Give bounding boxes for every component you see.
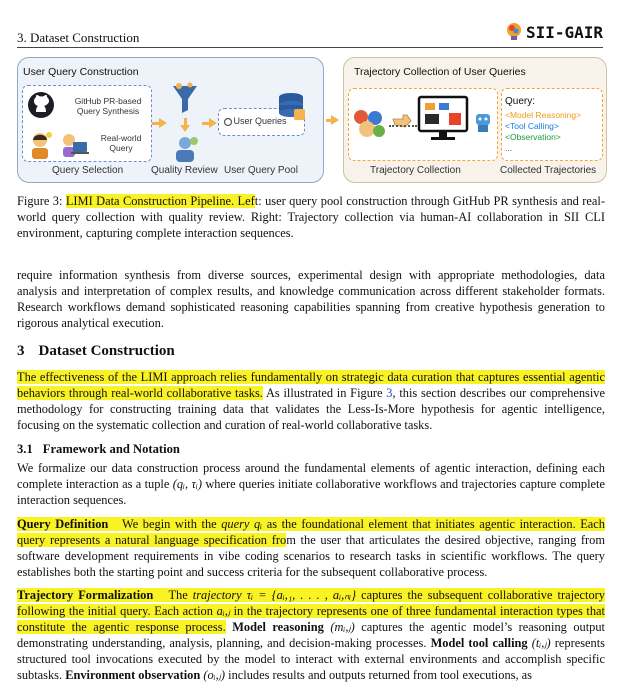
query-source-box bbox=[22, 85, 152, 162]
caption-query-selection: Query Selection bbox=[52, 165, 124, 176]
figure-ref-link[interactable]: 3 bbox=[386, 385, 393, 400]
subsection-paragraph: We formalize our data construction process around the fundamental elements of agentic interaction, defining each complete interaction as a tuple (qᵢ, τᵢ) where queries initiate collaborative workflows and trajectories capture complete interaction sequences. bbox=[17, 461, 605, 507]
header-rule bbox=[17, 47, 603, 48]
running-head: 3. Dataset Construction bbox=[17, 30, 140, 45]
section-heading: 3 Dataset Construction bbox=[17, 343, 175, 359]
trajectory-paragraph: Trajectory Formalization The trajectory τᵢ = {aᵢ,₁, . . . , aᵢ,ₙᵢ} captures the subsequent collaborative trajectory following the initial query. Each action aᵢ,ⱼ in the trajectory represents one of three fundamental interaction types that constitute the agentic response process. Model reasoning (mᵢ,ⱼ) captures the agentic model’s reasoning output demonstrating understanding, analysis, planning, and decision-making processes. Model tool calling (tᵢ,ⱼ) represents structured tool invocations executed by the model to interact with external environments and accomplish specific subtasks. Environment observation (oᵢ,ⱼ) includes results and outputs returned from tool executions, as bbox=[17, 588, 606, 682]
user-queries-label: User Queries bbox=[233, 116, 287, 126]
caption-highlight: LIMI Data Construction Pipeline. Lef bbox=[65, 194, 255, 208]
arrow-right-icon bbox=[159, 118, 167, 128]
tuple-math: (qᵢ, τᵢ) bbox=[172, 476, 202, 491]
query-line-reasoning: <Model Reasoning> bbox=[505, 110, 582, 120]
logo-text: SII-GAIR bbox=[526, 22, 604, 42]
arrow-down-icon bbox=[180, 125, 190, 132]
left-panel-title: User Query Construction bbox=[23, 66, 139, 78]
right-panel-title: Trajectory Collection of User Queries bbox=[354, 66, 526, 78]
database-icon bbox=[276, 91, 306, 123]
trajectory-collection-box bbox=[348, 88, 498, 161]
caption-trajectory-collection: Trajectory Collection bbox=[370, 165, 461, 176]
query-definition-paragraph: Query Definition We begin with the query qᵢ as the foundational element that initiates agentic interaction. Each query represents a natural language specification from the user that articulates the desired objective, ranging from software development requirements in vibe coding scenarios to research tasks in scientific workflows. The query establishes both the starting point and success criteria for the subsequent collaborative process. bbox=[17, 517, 606, 579]
caption-prefix: Figure 3: bbox=[17, 194, 66, 208]
refresh-icon bbox=[223, 117, 233, 127]
trajectory-label: Trajectory Formalization bbox=[17, 588, 154, 602]
logo bbox=[505, 22, 603, 42]
figure-caption bbox=[17, 194, 605, 242]
caption-collected-trajectories: Collected Trajectories bbox=[500, 165, 597, 176]
subsection-heading: 3.1 Framework and Notation bbox=[17, 442, 180, 456]
figure-right-panel bbox=[343, 57, 607, 183]
query-definition-label: Query Definition bbox=[17, 517, 109, 531]
query-title: Query: bbox=[505, 96, 536, 107]
section-highlight: The effectiveness of the LIMI approach relies fundamentally on strategic data curation that captures essential agentic behaviors through real-world collaborative tasks. bbox=[17, 370, 605, 400]
robot-icon bbox=[473, 109, 493, 133]
caption-user-query-pool: User Query Pool bbox=[224, 165, 298, 176]
github-query-label: GitHub PR-based Query Synthesis bbox=[74, 96, 142, 116]
monitor-icon bbox=[417, 95, 469, 143]
person-laptop-icon bbox=[59, 130, 89, 160]
github-icon bbox=[27, 91, 55, 119]
logo-bulb-icon bbox=[505, 22, 523, 42]
query-trajectory-box bbox=[501, 88, 603, 161]
users-group-icon bbox=[351, 107, 387, 141]
figure-left-panel bbox=[17, 57, 324, 183]
query-line-observation: <Observation> bbox=[505, 132, 561, 142]
reviewer-icon bbox=[170, 135, 200, 163]
funnel-icon bbox=[170, 82, 200, 116]
query-line-tool-calling: <Tool Calling> bbox=[505, 121, 559, 131]
query-line-ellipsis: ... bbox=[505, 143, 513, 153]
caption-quality-review: Quality Review bbox=[151, 165, 218, 176]
person-thinking-icon bbox=[25, 130, 55, 160]
section-paragraph: The effectiveness of the LIMI approach relies fundamentally on strategic data curation that captures essential agentic behaviors through real-world collaborative tasks. As illustrated in Figure 3, this section describes our comprehensive methodology for constructing training data that validates the Less-Is-More hypothesis for agentic intelligence, focusing on the systematic collection and curation of real-world collaborative tasks. bbox=[17, 370, 605, 432]
arrow-right-icon bbox=[209, 118, 217, 128]
caption-rest: t: user query pool construction through GitHub PR synthesis and real-world query collection with quality review. Right: Trajectory collection via human-AI collaboration in SII CLI environment, capturing complete interaction sequences. bbox=[17, 194, 605, 240]
dotted-connector bbox=[389, 125, 417, 127]
intro-paragraph: require information synthesis from diverse sources, experimental design with appropriate methodologies, data analysis and interpretation of complex results, and knowledge communication across different stakeholder formats. Research workflows demand sophisticated reasoning capabilities spanning from creative hypothesis generation to rigorous analytical execution. bbox=[17, 268, 605, 330]
arrow-right-icon bbox=[331, 115, 339, 125]
realworld-query-label: Real-world Query bbox=[100, 133, 142, 153]
